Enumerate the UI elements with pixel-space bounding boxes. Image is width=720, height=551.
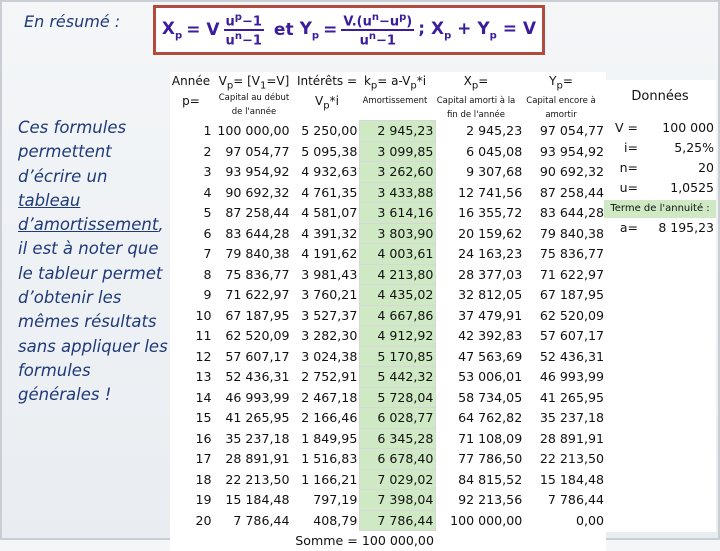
cell-capital-amortized: 24 163,23: [458, 246, 523, 262]
cell-capital-start: 83 644,28: [225, 225, 290, 241]
cell-capital-remaining: 87 258,44: [539, 184, 604, 200]
param-v: V = 100 000: [615, 120, 714, 135]
cell-amortization: 6 345,28: [360, 428, 436, 449]
cell-capital-start: 52 436,31: [225, 369, 290, 385]
cell-amortization: 5 170,85: [360, 346, 436, 367]
cell-year: 6: [203, 225, 212, 241]
cell-amortization: 7 029,02: [360, 469, 436, 490]
table-row: [170, 141, 606, 162]
cell-interest: 4 761,35: [301, 184, 358, 200]
cell-amortization: 3 262,60: [360, 162, 436, 183]
cell-amortization: 5 442,32: [360, 367, 436, 388]
cell-interest: 1 166,21: [301, 471, 358, 487]
cell-amortization: 3 614,16: [360, 203, 436, 224]
param-n: n= 20: [619, 160, 714, 175]
header-kp: $k_p= a-V_p*i$: [363, 74, 427, 92]
cell-year: 11: [195, 328, 212, 344]
cell-interest: 5 250,00: [301, 123, 358, 139]
cell-capital-remaining: 90 692,32: [539, 164, 604, 180]
xp-fraction: $\frac{u^p-1}{u^n-1}$: [225, 11, 262, 49]
cell-interest: 5 095,38: [301, 143, 358, 159]
table-row: [170, 510, 606, 531]
cell-capital-remaining: 0,00: [575, 512, 604, 528]
yp-symbol: $Y_p$: [299, 18, 320, 42]
cell-capital-amortized: 47 563,69: [458, 348, 523, 364]
cell-capital-start: 93 954,92: [225, 164, 290, 180]
xp-symbol: $X_p$: [161, 18, 183, 42]
table-row: [170, 367, 606, 388]
header-yp-note: Capital encore à amortir: [526, 96, 596, 120]
table-row: [170, 428, 606, 449]
cell-interest: 2 467,18: [301, 389, 358, 405]
cell-amortization: 4 912,92: [360, 326, 436, 347]
cell-capital-start: 100 000,00: [217, 123, 290, 139]
cell-interest: 1 849,95: [301, 430, 358, 446]
header-kp-note: Amortissement: [362, 96, 428, 106]
cell-amortization: 7 398,04: [360, 490, 436, 511]
cell-capital-remaining: 57 607,17: [539, 328, 604, 344]
table-row: [170, 326, 606, 347]
cell-year: 1: [203, 123, 212, 139]
cell-year: 15: [195, 410, 212, 426]
cell-interest: 4 932,63: [301, 164, 358, 180]
header-vp-note: Capital au début de l'année: [218, 93, 290, 117]
cell-capital-remaining: 97 054,77: [539, 123, 604, 139]
summary-heading: En résumé :: [24, 12, 121, 31]
annuity-label: Terme de l'annuité :: [604, 200, 716, 218]
cell-interest: 1 516,83: [301, 451, 358, 467]
cell-capital-start: 35 237,18: [225, 430, 290, 446]
side-text-link[interactable]: tableau d’amortissement: [18, 190, 159, 235]
cell-capital-amortized: 71 108,09: [458, 430, 523, 446]
cell-capital-amortized: 42 392,83: [458, 328, 523, 344]
cell-capital-amortized: 20 159,62: [458, 225, 523, 241]
cell-amortization: 7 786,44: [360, 510, 436, 531]
cell-capital-start: 75 836,77: [225, 266, 290, 282]
cell-amortization: 4 435,02: [360, 285, 436, 306]
table-row: [170, 162, 606, 183]
cell-amortization: 3 099,85: [360, 141, 436, 162]
cell-capital-start: 41 265,95: [225, 410, 290, 426]
cell-capital-remaining: 41 265,95: [539, 389, 604, 405]
cell-capital-start: 79 840,38: [225, 246, 290, 262]
cell-amortization: 6 678,40: [360, 449, 436, 470]
table-row: [170, 223, 606, 244]
table-row: [170, 346, 606, 367]
cell-amortization: 3 803,90: [360, 223, 436, 244]
cell-interest: 2 166,46: [301, 410, 358, 426]
cell-interest: 4 391,32: [301, 225, 358, 241]
cell-capital-amortized: 53 006,01: [458, 369, 523, 385]
cell-capital-start: 67 187,95: [225, 307, 290, 323]
cell-year: 12: [195, 348, 212, 364]
cell-capital-remaining: 79 840,38: [539, 225, 604, 241]
cell-capital-amortized: 32 812,05: [458, 287, 523, 303]
cell-interest: 797,19: [313, 492, 358, 508]
cell-year: 19: [195, 492, 212, 508]
yp-fraction: $\frac{V.(u^n-u^p)}{u^n-1}$: [343, 11, 413, 49]
cell-year: 20: [195, 512, 212, 528]
cell-interest: 3 527,37: [301, 307, 358, 323]
cell-capital-remaining: 28 891,91: [539, 430, 604, 446]
cell-capital-amortized: 12 741,56: [458, 184, 523, 200]
cell-amortization: 4 667,86: [360, 305, 436, 326]
cell-year: 14: [195, 389, 212, 405]
header-vp: $V_p= [V_1=V]$: [218, 74, 290, 92]
cell-capital-amortized: 58 734,05: [458, 389, 523, 405]
cell-capital-start: 15 184,48: [225, 492, 290, 508]
table-row: [170, 469, 606, 490]
cell-capital-start: 28 891,91: [225, 451, 290, 467]
cell-year: 7: [203, 246, 212, 262]
cell-capital-start: 62 520,09: [225, 328, 290, 344]
cell-capital-remaining: 22 213,50: [539, 451, 604, 467]
header-p: p=: [182, 94, 200, 108]
cell-year: 5: [203, 205, 212, 221]
cell-capital-remaining: 7 786,44: [547, 492, 604, 508]
table-row: [170, 264, 606, 285]
cell-capital-remaining: 75 836,77: [539, 246, 604, 262]
cell-interest: 3 024,38: [301, 348, 358, 364]
cell-capital-start: 7 786,44: [233, 512, 290, 528]
cell-year: 3: [203, 164, 212, 180]
table-row: [170, 203, 606, 224]
table-row: [170, 285, 606, 306]
cell-capital-amortized: 77 786,50: [458, 451, 523, 467]
cell-amortization: 4 213,80: [360, 264, 436, 285]
table-header: [170, 72, 606, 120]
header-interets-formula: $V_p*i$: [315, 94, 339, 112]
cell-interest: 4 191,62: [301, 246, 358, 262]
side-text-part2: , il est à noter que le tableur permet d’obtenir les mêmes résultats sans appliquer les formules générales !: [18, 215, 168, 405]
cell-year: 18: [195, 471, 212, 487]
header-annee: Année: [171, 74, 211, 88]
param-a: a= 8 195,23: [619, 220, 714, 235]
cell-capital-amortized: 84 815,52: [458, 471, 523, 487]
table-row: [170, 305, 606, 326]
cell-capital-amortized: 16 355,72: [458, 205, 523, 221]
cell-year: 4: [203, 184, 212, 200]
total-value: 100 000,00: [360, 531, 436, 551]
cell-capital-start: 46 993,99: [225, 389, 290, 405]
totals-row: [170, 531, 606, 551]
table-row: [170, 449, 606, 470]
cell-interest: 408,79: [313, 512, 358, 528]
cell-year: 16: [195, 430, 212, 446]
cell-interest: 3 282,30: [301, 328, 358, 344]
cell-capital-amortized: 92 213,56: [458, 492, 523, 508]
table-row: [170, 121, 606, 142]
header-xp-note: Capital amorti à la fin de l'année: [436, 96, 516, 120]
cell-amortization: 2 945,23: [360, 121, 436, 142]
cell-capital-amortized: 37 479,91: [458, 307, 523, 323]
cell-capital-amortized: 6 045,08: [466, 143, 523, 159]
cell-capital-amortized: 9 307,68: [466, 164, 523, 180]
table-row: [170, 182, 606, 203]
header-xp: $X_p=$: [463, 74, 489, 92]
cell-capital-remaining: 52 436,31: [539, 348, 604, 364]
formula-box: [153, 5, 545, 55]
cell-amortization: 3 433,88: [360, 182, 436, 203]
cell-capital-remaining: 46 993,99: [539, 369, 604, 385]
cell-interest: 2 752,91: [301, 369, 358, 385]
cell-capital-start: 87 258,44: [225, 205, 290, 221]
amortization-rows: [170, 120, 606, 551]
amortization-table: [170, 72, 606, 549]
cell-capital-remaining: 93 954,92: [539, 143, 604, 159]
side-text: [18, 116, 168, 408]
cell-year: 2: [203, 143, 212, 159]
table-row: [170, 244, 606, 265]
cell-capital-remaining: 83 644,28: [539, 205, 604, 221]
data-panel: [604, 80, 716, 532]
cell-capital-amortized: 64 762,82: [458, 410, 523, 426]
param-u: u= 1,0525: [619, 180, 714, 195]
cell-capital-remaining: 62 520,09: [539, 307, 604, 323]
cell-year: 17: [195, 451, 212, 467]
table-row: [170, 387, 606, 408]
cell-capital-remaining: 67 187,95: [539, 287, 604, 303]
table-row: [170, 490, 606, 511]
xp-equals: = V: [186, 20, 220, 40]
cell-capital-amortized: 2 945,23: [466, 123, 523, 139]
cell-year: 8: [203, 266, 212, 282]
cell-capital-remaining: 15 184,48: [539, 471, 604, 487]
cell-amortization: 4 003,61: [360, 244, 436, 265]
cell-interest: 4 581,07: [301, 205, 358, 221]
cell-capital-remaining: 35 237,18: [539, 410, 604, 426]
table-row: [170, 408, 606, 429]
cell-amortization: 5 728,04: [360, 387, 436, 408]
cell-capital-start: 57 607,17: [225, 348, 290, 364]
cell-capital-start: 97 054,77: [225, 143, 290, 159]
cell-capital-amortized: 28 377,03: [458, 266, 523, 282]
cell-capital-amortized: 100 000,00: [450, 512, 523, 528]
cell-year: 10: [195, 307, 212, 323]
param-i: i= 5,25%: [624, 140, 714, 155]
cell-year: 13: [195, 369, 212, 385]
cell-capital-remaining: 71 622,97: [539, 266, 604, 282]
sum-formula: ; $X_p + Y_p = V$: [418, 18, 537, 42]
cell-interest: 3 760,21: [301, 287, 358, 303]
header-interets: Intérêts =: [296, 74, 358, 88]
cell-amortization: 6 028,77: [360, 408, 436, 429]
header-yp: $Y_p=$: [549, 74, 573, 92]
cell-year: 9: [203, 287, 212, 303]
total-label: Somme =: [295, 533, 358, 548]
data-title: Données: [631, 89, 689, 104]
cell-capital-start: 90 692,32: [225, 184, 290, 200]
cell-capital-start: 71 622,97: [225, 287, 290, 303]
yp-equals: =: [323, 20, 338, 40]
cell-capital-start: 22 213,50: [225, 471, 290, 487]
formula-et: et: [273, 20, 294, 40]
side-text-part1: Ces formules permettent d’écrire un: [18, 118, 127, 186]
cell-interest: 3 981,43: [301, 266, 358, 282]
